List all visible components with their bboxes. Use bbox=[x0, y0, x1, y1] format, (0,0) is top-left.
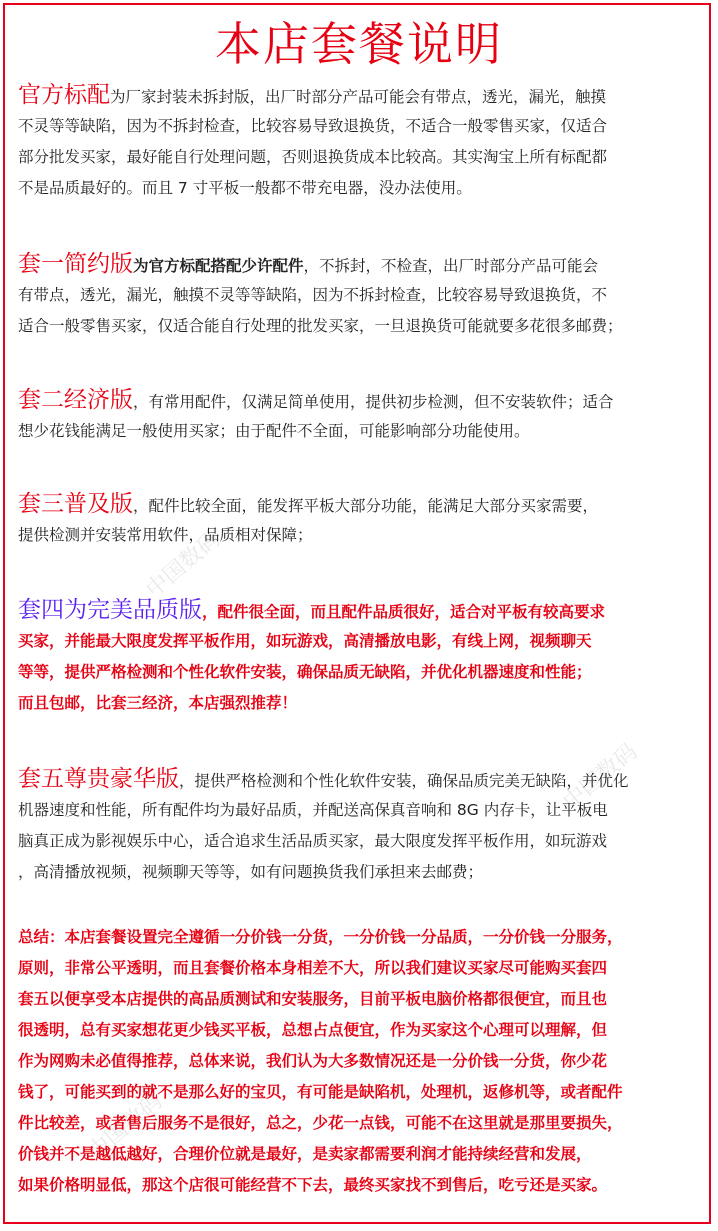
section-text: 等等，提供严格检测和个性化软件安装，确保品质无缺陷，并优化机器速度和性能； bbox=[18, 663, 592, 681]
section-text: 脑真正成为影视娱乐中心，适合追求生活品质买家，最大限度发挥平板作用，如玩游戏 bbox=[18, 832, 608, 850]
summary-text: 钱了，可能买到的就不是那么好的宝贝，有可能是缺陷机，处理机，返修机等，或者配件 bbox=[18, 1083, 623, 1101]
section-text: 买家，并能最大限度发挥平板作用，如玩游戏，高清播放电影，有线上网，视频聊天 bbox=[18, 632, 592, 650]
summary-text: 如果价格明显低，那这个店很可能经营不下去，最终买家找不到售后，吃亏还是买家。 bbox=[18, 1176, 608, 1194]
section-text: 不是品质最好的。而且 7 寸平板一般都不带充电器，没办法使用。 bbox=[18, 179, 472, 197]
section-text: 想少花钱能满足一般使用买家；由于配件不全面，可能影响部分功能使用。 bbox=[18, 422, 530, 440]
summary-text: 很透明，总有买家想花更少钱买平板，总想占点便宜，作为买家这个心理可以理解，但 bbox=[18, 1021, 608, 1039]
section-package-1 bbox=[18, 249, 708, 342]
section-text: 不灵等等缺陷，因为不拆封检查，比较容易导致退换货，不适合一般零售买家，仅适合 bbox=[18, 117, 608, 135]
section-text: ，不拆封，不检查，出厂时部分产品可能会 bbox=[303, 257, 599, 275]
summary-text: 套五以便享受本店提供的高品质测试和安装服务，目前平板电脑价格都很便宜，而且也 bbox=[18, 990, 608, 1008]
summary-text: 件比较差，或者售后服务不是很好，总之，少花一点钱，可能不在这里就是那里要损失， bbox=[18, 1114, 623, 1132]
watermark-1: 中国数码 bbox=[141, 527, 226, 603]
section-summary bbox=[18, 922, 708, 1201]
section-bold-text: 为官方标配搭配少许配件 bbox=[133, 257, 304, 275]
section-heading: 套一简约版 bbox=[18, 251, 133, 277]
section-package-2 bbox=[18, 385, 708, 447]
summary-text: 原则，非常公平透明，而且套餐价格本身相差不大，所以我们建议买家尽可能购买套四 bbox=[18, 959, 608, 977]
section-package-4 bbox=[18, 595, 708, 719]
section-heading: 套四为完美品质版 bbox=[18, 597, 202, 623]
section-text: 有带点，透光，漏光，触摸不灵等等缺陷，因为不拆封检查，比较容易导致退换货，不 bbox=[18, 286, 608, 304]
section-heading: 套三普及版 bbox=[18, 491, 133, 517]
summary-text: 总结：本店套餐设置完全遵循一分价钱一分货，一分价钱一分品质，一分价钱一分服务， bbox=[18, 928, 623, 946]
section-text: ，配件比较全面，能发挥平板大部分功能，能满足大部分买家需要， bbox=[133, 497, 599, 515]
section-standard bbox=[18, 80, 708, 204]
section-package-5 bbox=[18, 764, 708, 888]
section-heading: 套二经济版 bbox=[18, 387, 133, 413]
section-text: 部分批发买家，最好能自行处理问题，否则退换货成本比较高。其实淘宝上所有标配都 bbox=[18, 148, 608, 166]
watermark-2: 中国数码 bbox=[558, 739, 643, 815]
section-text: ，配件很全面，而且配件品质很好，适合对平板有较高要求 bbox=[202, 603, 606, 621]
summary-text: 价钱并不是越低越好，合理价位就是最好，是卖家都需要利润才能持续经营和发展， bbox=[18, 1145, 592, 1163]
section-heading: 官方标配 bbox=[18, 82, 110, 108]
page-title: 本店套餐说明 bbox=[215, 17, 503, 71]
section-package-3 bbox=[18, 489, 708, 551]
section-text: 为厂家封装未拆封版，出厂时部分产品可能会有带点，透光，漏光，触摸 bbox=[110, 88, 607, 106]
section-text: 而且包邮，比套三经济，本店强烈推荐！ bbox=[18, 694, 298, 712]
section-text: ，有常用配件，仅满足简单使用，提供初步检测，但不安装软件；适合 bbox=[133, 393, 614, 411]
watermark-3: 中国数码 bbox=[83, 1089, 168, 1165]
section-text: 机器速度和性能，所有配件均为最好品质，并配送高保真音响和 8G 内存卡，让平板电 bbox=[18, 801, 608, 819]
section-heading: 套五尊贵豪华版 bbox=[18, 766, 179, 792]
section-text: 适合一般零售买家，仅适合能自行处理的批发买家，一旦退换货可能就要多花很多邮费； bbox=[18, 317, 623, 335]
summary-text: 作为网购未必值得推荐，总体来说，我们认为大多数情况还是一分价钱一分货，你少花 bbox=[18, 1052, 608, 1070]
section-text: ，提供严格检测和个性化软件安装，确保品质完美无缺陷，并优化 bbox=[179, 772, 629, 790]
section-text: ，高清播放视频，视频聊天等等，如有问题换货我们承担来去邮费； bbox=[18, 863, 484, 881]
section-text: 提供检测并安装常用软件，品质相对保障； bbox=[18, 526, 313, 544]
